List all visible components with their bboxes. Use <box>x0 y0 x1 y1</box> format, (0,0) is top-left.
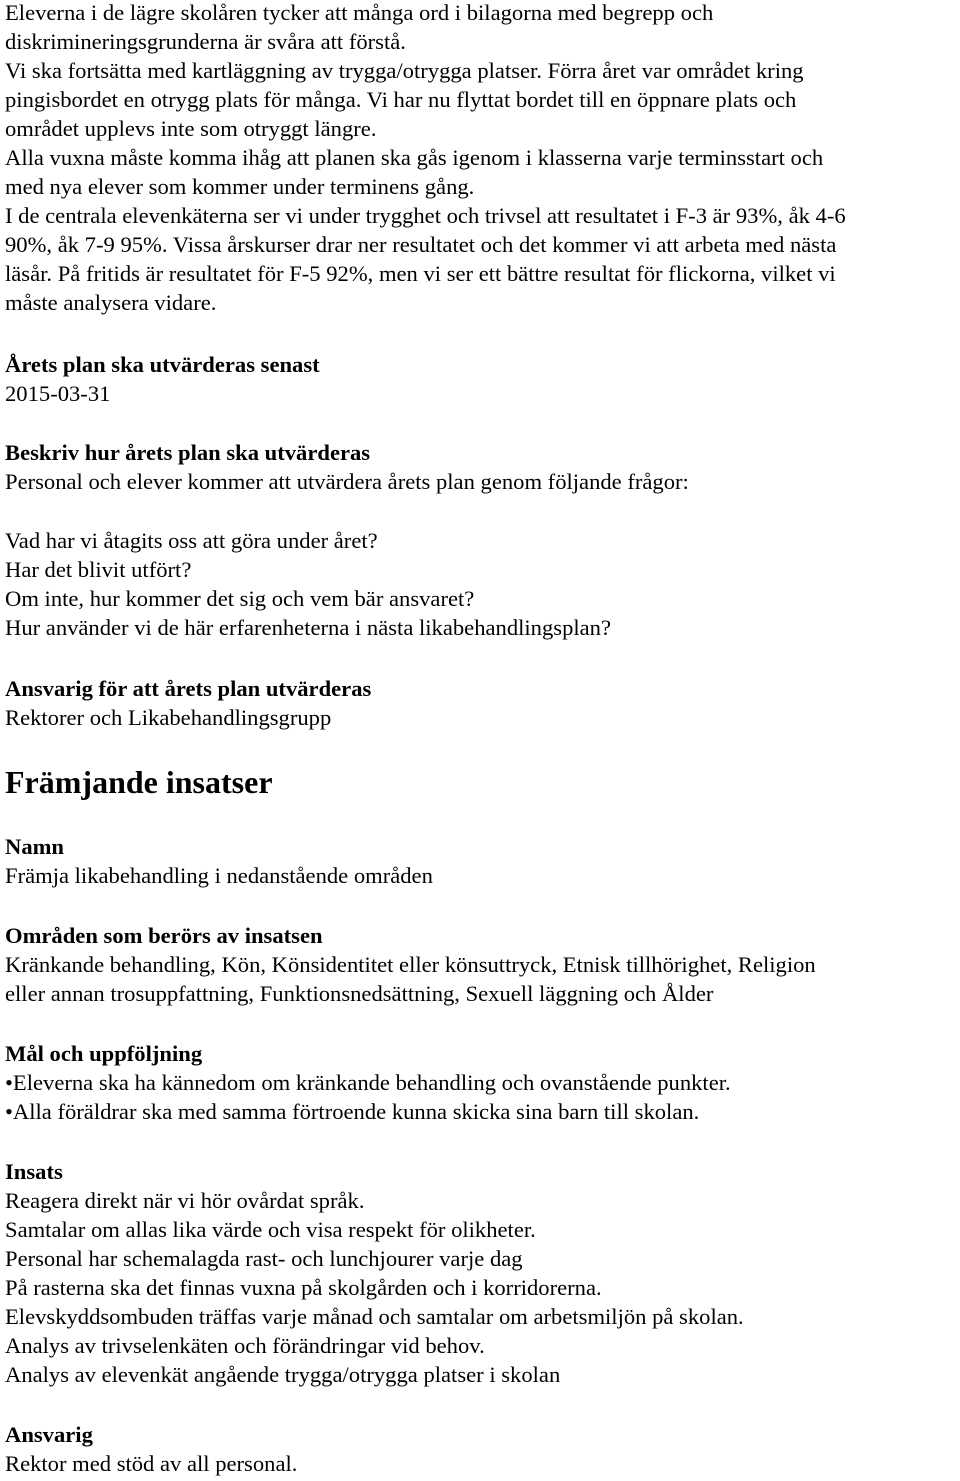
responsible-value: Rektor med stöd av all personal. <box>5 1451 298 1476</box>
evaluation-question: Har det blivit utfört? <box>5 557 192 582</box>
goal-item: •Alla föräldrar ska med samma förtroende kunna skicka sina barn till skolan. <box>5 1099 700 1124</box>
section-title: Främjande insatser <box>5 764 273 800</box>
evaluation-deadline-value: 2015-03-31 <box>5 381 111 406</box>
intro-line: 90%, åk 7-9 95%. Vissa årskurser drar ner resultatet och det kommer vi att arbeta med nästa <box>5 232 837 257</box>
intro-line: diskrimineringsgrunderna är svåra att förstå. <box>5 29 406 54</box>
intro-line: området upplevs inte som otryggt längre. <box>5 116 377 141</box>
areas-heading: Områden som berörs av insatsen <box>5 923 323 948</box>
name-value: Främja likabehandling i nedanstående områden <box>5 863 433 888</box>
evaluation-question: Vad har vi åtagits oss att göra under året? <box>5 528 378 553</box>
intro-line: Vi ska fortsätta med kartläggning av trygga/otrygga platser. Förra året var området kring <box>5 58 804 83</box>
intro-line: Alla vuxna måste komma ihåg att planen ska gås igenom i klasserna varje terminsstart och <box>5 145 824 170</box>
evaluation-responsible-heading: Ansvarig för att årets plan utvärderas <box>5 676 372 701</box>
evaluation-deadline-heading: Årets plan ska utvärderas senast <box>5 352 320 377</box>
measure-item: Elevskyddsombuden träffas varje månad och samtalar om arbetsmiljön på skolan. <box>5 1304 744 1329</box>
measure-item: Analys av trivselenkäten och förändringar vid behov. <box>5 1333 485 1358</box>
evaluation-method-heading: Beskriv hur årets plan ska utvärderas <box>5 440 371 465</box>
areas-line: eller annan trosuppfattning, Funktionsnedsättning, Sexuell läggning och Ålder <box>5 981 714 1006</box>
name-heading: Namn <box>5 834 64 859</box>
goal-item: •Eleverna ska ha kännedom om kränkande behandling och ovanstående punkter. <box>5 1070 731 1095</box>
measure-item: Samtalar om allas lika värde och visa respekt för olikheter. <box>5 1217 536 1242</box>
goals-heading: Mål och uppföljning <box>5 1041 203 1066</box>
evaluation-question: Om inte, hur kommer det sig och vem bär ansvaret? <box>5 586 475 611</box>
evaluation-method-intro: Personal och elever kommer att utvärdera årets plan genom följande frågor: <box>5 469 689 494</box>
measures-heading: Insats <box>5 1159 63 1184</box>
intro-line: måste analysera vidare. <box>5 290 217 315</box>
measure-item: Reagera direkt när vi hör ovårdat språk. <box>5 1188 365 1213</box>
intro-line: Eleverna i de lägre skolåren tycker att många ord i bilagorna med begrepp och <box>5 0 714 25</box>
measure-item: Analys av elevenkät angående trygga/otrygga platser i skolan <box>5 1362 561 1387</box>
evaluation-responsible-value: Rektorer och Likabehandlingsgrupp <box>5 705 332 730</box>
responsible-heading: Ansvarig <box>5 1422 93 1447</box>
measure-item: På rasterna ska det finnas vuxna på skolgården och i korridorerna. <box>5 1275 602 1300</box>
measure-item: Personal har schemalagda rast- och lunchjourer varje dag <box>5 1246 523 1271</box>
intro-line: pingisbordet en otrygg plats för många. Vi har nu flyttat bordet till en öppnare plats och <box>5 87 797 112</box>
intro-line: med nya elever som kommer under terminens gång. <box>5 174 475 199</box>
intro-line: I de centrala elevenkäterna ser vi under trygghet och trivsel att resultatet i F-3 är 93%, åk 4-6 <box>5 203 846 228</box>
areas-line: Kränkande behandling, Kön, Könsidentitet eller könsuttryck, Etnisk tillhörighet, Religion <box>5 952 816 977</box>
intro-line: läsår. På fritids är resultatet för F-5 92%, men vi ser ett bättre resultat för flickorna, vilket vi <box>5 261 836 286</box>
evaluation-question: Hur använder vi de här erfarenheterna i nästa likabehandlingsplan? <box>5 615 611 640</box>
